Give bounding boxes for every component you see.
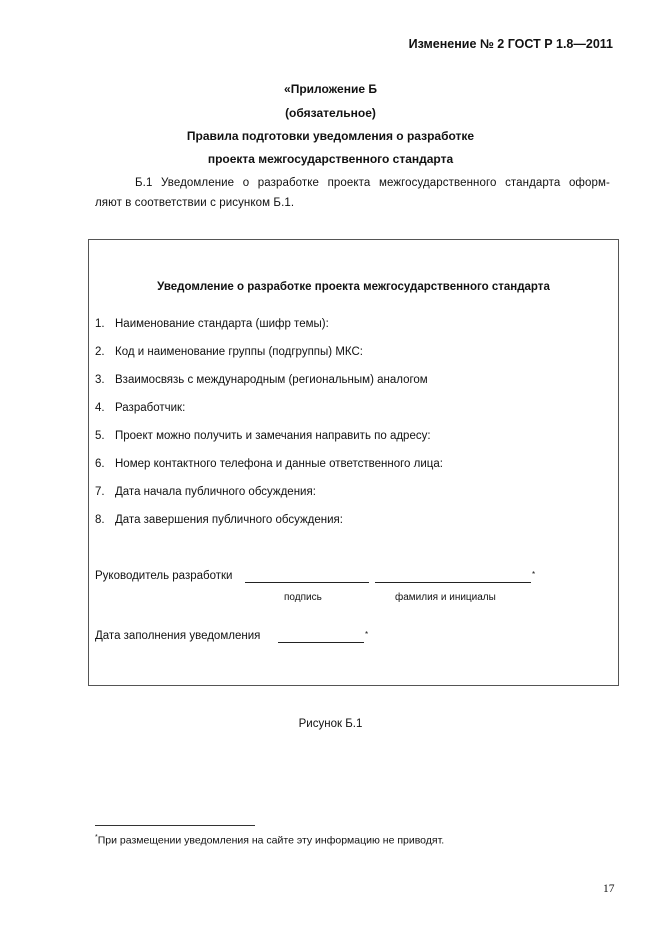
signature-caption: подпись bbox=[284, 592, 322, 603]
item-number: 1. bbox=[95, 318, 105, 330]
paragraph-b1-line-2: ляют в соответствии с рисунком Б.1. bbox=[95, 197, 295, 209]
item-label: Наименование стандарта (шифр темы): bbox=[115, 318, 329, 330]
form-item bbox=[95, 486, 316, 498]
footnote bbox=[95, 834, 444, 847]
item-number: 5. bbox=[95, 430, 105, 442]
word: о bbox=[242, 177, 250, 189]
date-line bbox=[278, 642, 364, 643]
appendix-heading-line-2: проекта межгосударственного стандарта bbox=[207, 152, 454, 166]
signature-line bbox=[245, 582, 369, 583]
form-item bbox=[95, 430, 431, 442]
document-header: Изменение № 2 ГОСТ Р 1.8—2011 bbox=[408, 37, 613, 51]
form-item bbox=[95, 458, 443, 470]
word: Б.1 bbox=[135, 177, 153, 189]
item-label: Номер контактного телефона и данные ответственного лица: bbox=[115, 458, 443, 470]
item-label: Проект можно получить и замечания направить по адресу: bbox=[115, 430, 431, 442]
footnote-text: При размещении уведомления на сайте эту информацию не приводят. bbox=[97, 834, 445, 847]
word: межгосударственного bbox=[378, 177, 497, 189]
head-of-development-label: Руководитель разработки bbox=[95, 570, 233, 582]
signature-asterisk: * bbox=[532, 570, 536, 579]
appendix-status: (обязательное) bbox=[285, 106, 376, 120]
item-number: 6. bbox=[95, 458, 105, 470]
footnote-rule bbox=[95, 825, 255, 826]
word: стандарта bbox=[505, 177, 561, 189]
item-label: Разработчик: bbox=[115, 402, 186, 414]
form-item bbox=[95, 346, 363, 358]
figure-caption: Рисунок Б.1 bbox=[298, 718, 363, 730]
date-asterisk: * bbox=[365, 630, 369, 639]
appendix-heading-line-1: Правила подготовки уведомления о разработке bbox=[186, 129, 475, 143]
paragraph-b1-line-1 bbox=[95, 177, 610, 189]
fill-date-label: Дата заполнения уведомления bbox=[95, 630, 261, 642]
item-label: Дата начала публичного обсуждения: bbox=[115, 486, 316, 498]
item-label: Взаимосвязь с международным (региональным) аналогом bbox=[115, 374, 428, 386]
item-label: Код и наименование группы (подгруппы) МКС: bbox=[115, 346, 363, 358]
word: проекта bbox=[327, 177, 371, 189]
name-line bbox=[375, 582, 531, 583]
page-number: 17 bbox=[603, 883, 615, 895]
item-label: Дата завершения публичного обсуждения: bbox=[115, 514, 343, 526]
appendix-title: «Приложение Б bbox=[284, 82, 377, 96]
footnote-marker: * bbox=[95, 834, 98, 841]
form-item bbox=[95, 374, 428, 386]
word: разработке bbox=[257, 177, 320, 189]
item-number: 7. bbox=[95, 486, 105, 498]
form-item bbox=[95, 402, 185, 414]
item-number: 8. bbox=[95, 514, 105, 526]
item-number: 4. bbox=[95, 402, 105, 414]
item-number: 3. bbox=[95, 374, 105, 386]
word: Уведомление bbox=[161, 177, 235, 189]
form-item bbox=[95, 318, 329, 330]
name-caption: фамилия и инициалы bbox=[395, 592, 496, 603]
word: оформ- bbox=[568, 177, 610, 189]
form-title: Уведомление о разработке проекта межгосударственного стандарта bbox=[157, 281, 550, 293]
form-item bbox=[95, 514, 343, 526]
item-number: 2. bbox=[95, 346, 105, 358]
